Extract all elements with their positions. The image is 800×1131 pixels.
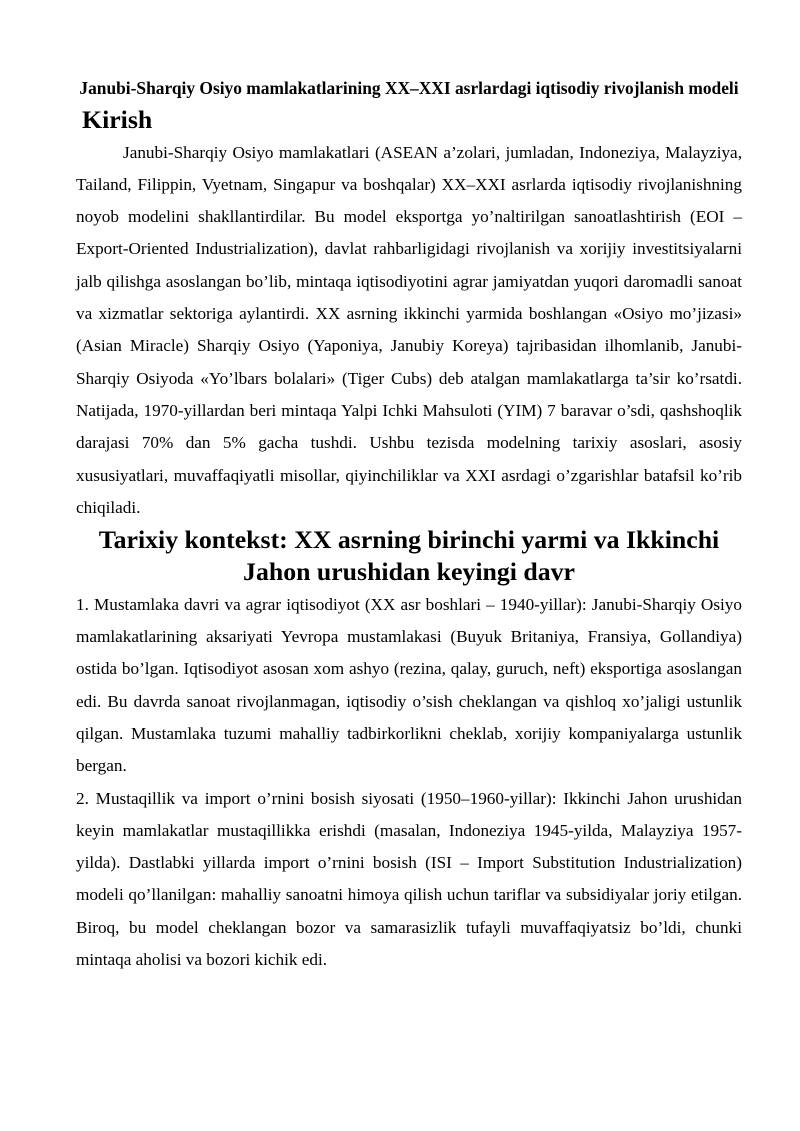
document-page [76, 72, 742, 976]
paragraph-independence-period: 2. Mustaqillik va import o’rnini bosish siyosati (1950–1960-yillar): Ikkinchi Jahon urushidan keyin mamlakatlar mustaqillikka erishdi (masalan, Indoneziya 1945-yilda, Malayziya 1957-yilda). Dastlabki yillarda import o’rnini bosish (ISI – Import Substitution Industrialization) modeli qo’llanilgan: mahalliy sanoatni himoya qilish uchun tariflar va subsidiyalar joriy etilgan. Biroq, bu model cheklangan bozor va samarasizlik tufayli muvaffaqiyatsiz bo’ldi, chunki mintaqa aholisi va bozori kichik edi. [76, 788, 742, 970]
section-heading-kirish: Kirish [82, 105, 153, 135]
document-title: Janubi-Sharqiy Osiyo mamlakatlarining XX–XXI asrlardagi iqtisodiy rivojlanish modeli [79, 78, 739, 98]
section-heading-historical-context: Tarixiy kontekst: XX asrning birinchi yarmi va Ikkinchi Jahon urushidan keyingi davr [98, 525, 720, 587]
paragraph-colonial-period: 1. Mustamlaka davri va agrar iqtisodiyot (XX asr boshlari – 1940-yillar): Janubi-Sharqiy Osiyo mamlakatlarining aksariyati Yevropa mustamlakasi (Buyuk Britaniya, Fransiya, Gollandiya) ostida bo’lgan. Iqtisodiyot asosan xom ashyo (rezina, qalay, guruch, neft) eksportiga asoslangan edi. Bu davrda sanoat rivojlanmagan, iqtisodiy o’sish cheklangan va qishloq xo’jaligi ustunlik qilgan. Mustamlaka tuzumi mahalliy tadbirkorlikni cheklab, xorijiy kompaniyalarga ustunlik bergan. [76, 594, 742, 776]
paragraph-intro: Janubi-Sharqiy Osiyo mamlakatlari (ASEAN a’zolari, jumladan, Indoneziya, Malayziya, Tailand, Filippin, Vyetnam, Singapur va boshqalar) XX–XXI asrlarda iqtisodiy rivojlanishning noyob modelini shakllantirdilar. Bu model eksportga yo’naltirilgan sanoatlashtirish (EOI – Export-Oriented Industrialization), davlat rahbarligidagi rivojlanish va xorijiy investitsiyalarni jalb qilishga asoslangan bo’lib, mintaqa iqtisodiyotini agrar jamiyatdan yuqori daromadli sanoat va xizmatlar sektoriga aylantirdi. XX asrning ikkinchi yarmida boshlangan «Osiyo mo’jizasi» (Asian Miracle) Sharqiy Osiyo (Yaponiya, Janubiy Koreya) tajribasidan ilhomlanib, Janubi-Sharqiy Osiyoda «Yo’lbars bolalari» (Tiger Cubs) deb atalgan mamlakatlarga ta’sir ko’rsatdi. Natijada, 1970-yillardan beri mintaqa Yalpi Ichki Mahsuloti (YIM) 7 baravar o’sdi, qashshoqlik darajasi 70% dan 5% gacha tushdi. Ushbu tezisda modelning tarixiy asoslari, asosiy xususiyatlari, muvaffaqiyatli misollar, qiyinchiliklar va XXI asrdagi o’zgarishlar batafsil ko’rib chiqiladi. [76, 142, 742, 517]
